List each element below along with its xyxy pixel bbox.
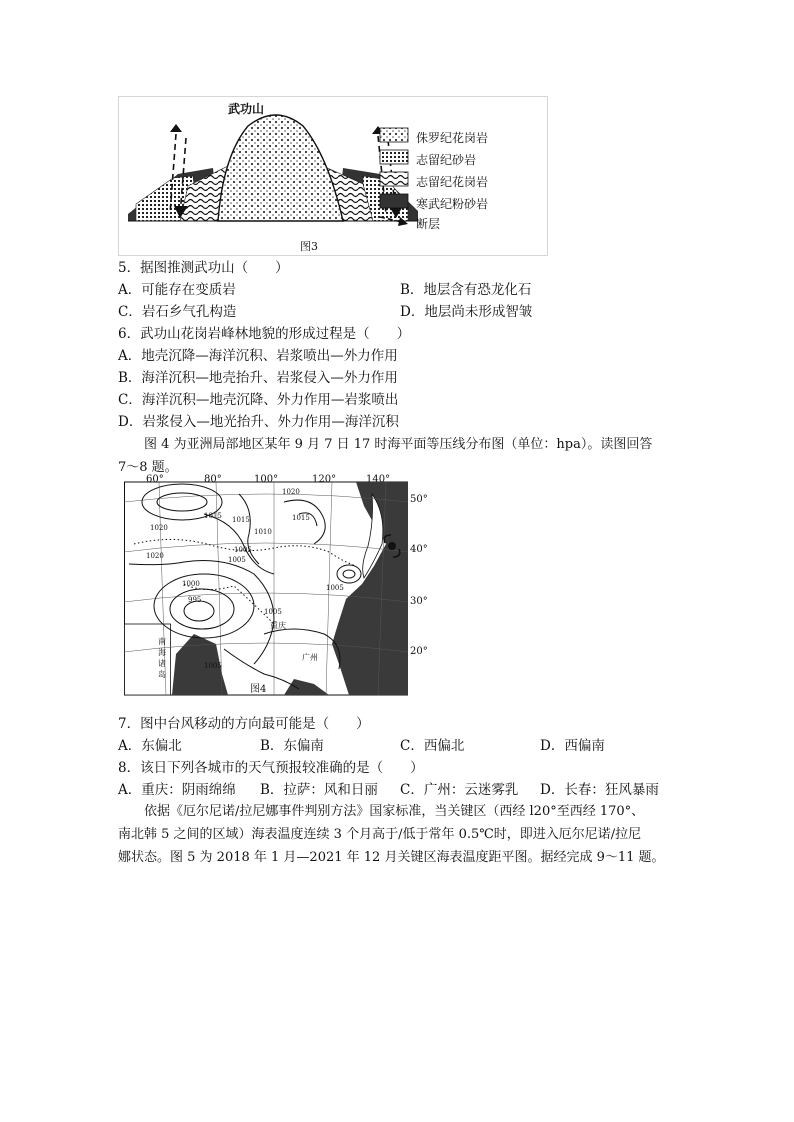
jurassic-granite-peak xyxy=(218,115,343,221)
question-7-option-b: B．东偏南 xyxy=(260,738,324,754)
intro-figure-4-line-2: 7～8 题。 xyxy=(118,460,178,475)
city-guangzhou: 广州 xyxy=(302,653,318,662)
isobar-label: 1015 xyxy=(292,514,310,522)
lon-label-140: 140° xyxy=(366,474,391,485)
lat-label-50: 50° xyxy=(410,494,428,505)
question-8-option-b: B．拉萨：风和日丽 xyxy=(260,782,378,798)
question-5-option-a: A．可能存在变质岩 xyxy=(118,282,236,298)
question-6-option-a: A．地壳沉降—海洋沉积、岩浆喷出—外力作用 xyxy=(118,348,398,364)
isobar-label: 1015 xyxy=(204,512,222,520)
isobar-label: 1020 xyxy=(146,552,164,560)
lat-label-40: 40° xyxy=(410,544,428,555)
question-5-option-c: C．岩石乡气孔构造 xyxy=(118,304,237,320)
question-8-option-d: D．长春：狂风暴雨 xyxy=(540,782,659,798)
intro-9-line-3: 娜状态。图 5 为 2018 年 1 月—2021 年 12 月关键区海表温度距平图。据经完成 9～11 题。 xyxy=(118,850,665,865)
question-7-option-a: A．东偏北 xyxy=(118,738,182,754)
figure-4-caption: 图4 xyxy=(250,684,267,695)
lon-label-60: 60° xyxy=(146,474,164,485)
inset-label: 南海诸岛 xyxy=(158,637,166,679)
isobar-label: 1010 xyxy=(254,528,272,536)
mountain-label: 武功山 xyxy=(228,102,265,116)
question-6-option-d: D．岩浆侵入—地光抬升、外力作用—海洋沉积 xyxy=(118,414,399,430)
isobar-label: 1020 xyxy=(282,488,300,496)
isobar-label: 1020 xyxy=(150,524,168,532)
city-chongqing: 重庆 xyxy=(270,621,286,630)
legend-silurian-granite: 志留纪花岗岩 xyxy=(416,175,489,189)
legend-jurassic-granite: 侏罗纪花岗岩 xyxy=(416,131,489,145)
intro-9-line-1: 依据《厄尔尼诺/拉尼娜事件判别方法》国家标准，当关键区（西经 l20°至西经 170°、 xyxy=(144,804,645,819)
intro-figure-4 xyxy=(118,433,678,479)
lon-label-120: 120° xyxy=(312,474,337,485)
figure-3-caption: 图3 xyxy=(300,240,318,253)
intro-9-line-2: 南北韩 5 之间的区域）海表温度连续 3 个月高于/低于常年 0.5℃时，即进入厄尔尼诺/拉尼 xyxy=(118,827,642,842)
lat-label-20: 20° xyxy=(410,646,428,657)
legend-cambrian-siltstone: 寒武纪粉砂岩 xyxy=(416,197,489,211)
lat-label-30: 30° xyxy=(410,596,428,607)
figure-3 xyxy=(118,96,548,256)
isobar-label: 1005 xyxy=(228,556,246,564)
lon-label-100: 100° xyxy=(254,474,279,485)
isobar-label: 1005 xyxy=(234,546,252,554)
isobar-label: 995 xyxy=(188,596,202,604)
question-7-option-d: D．西偏南 xyxy=(540,738,605,754)
question-6-option-b: B．海洋沉积—地壳抬升、岩浆侵入—外力作用 xyxy=(118,370,398,386)
question-8-option-a: A．重庆：阴雨绵绵 xyxy=(118,782,236,798)
figure-4-isobar-map xyxy=(124,474,428,696)
question-8-stem: 8．该日下列各城市的天气预报较准确的是（ ） xyxy=(118,760,424,776)
isobar-label: 1005 xyxy=(326,584,344,592)
isobar-label: 1015 xyxy=(232,516,250,524)
legend-silurian-sandstone: 志留纪砂岩 xyxy=(416,153,477,167)
lon-label-80: 80° xyxy=(204,474,222,485)
question-6-option-c: C．海洋沉积—地壳沉降、外力作用—岩浆喷出 xyxy=(118,392,399,408)
legend-fault: 断层 xyxy=(416,217,441,231)
isobar-label: 1000 xyxy=(182,580,200,588)
intro-questions-9-11 xyxy=(118,800,678,869)
question-8-option-c: C．广州：云迷雾乳 xyxy=(400,782,519,798)
isobar-label: 1005 xyxy=(264,608,282,616)
intro-figure-4-line-1: 图 4 为亚洲局部地区某年 9 月 7 日 17 时海平面等压线分布图（单位：hpa）。读图回答 xyxy=(144,437,653,452)
question-6-stem: 6．武功山花岗岩峰林地貌的形成过程是（ ） xyxy=(118,326,411,342)
isobar-label: 1005 xyxy=(204,662,222,670)
question-5-stem: 5．据图推测武功山（ ） xyxy=(118,260,289,276)
question-7-stem: 7．图中台风移动的方向最可能是（ ） xyxy=(118,716,370,732)
question-5-option-d: D．地层尚未形成智皱 xyxy=(400,304,533,320)
question-7-option-c: C．西偏北 xyxy=(400,738,465,754)
question-5-option-b: B．地层含有恐龙化石 xyxy=(400,282,532,298)
